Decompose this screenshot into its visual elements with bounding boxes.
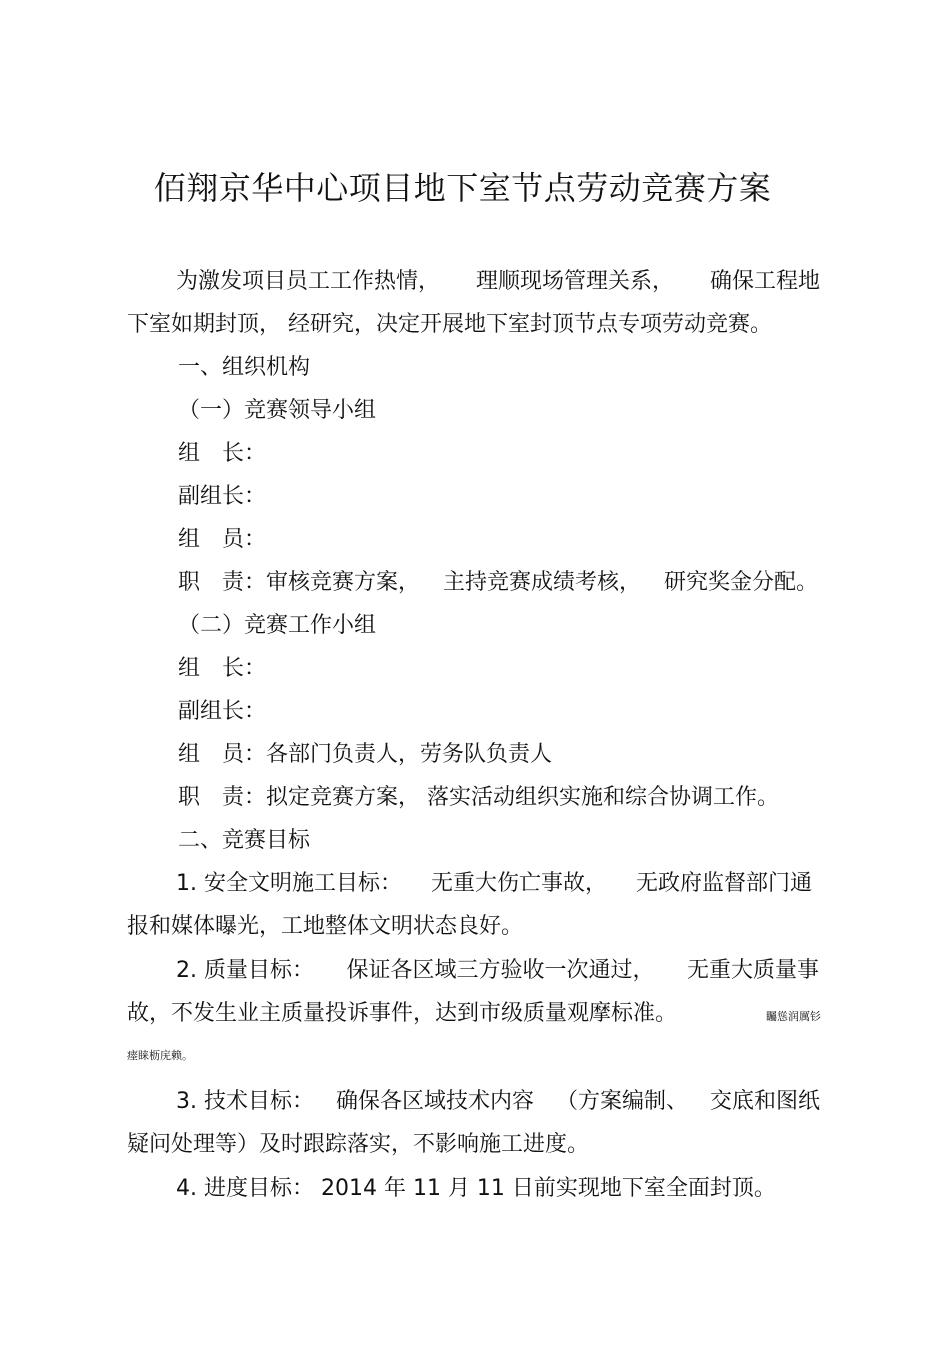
goal-3-part-d: 交底和图纸 [709, 1089, 820, 1114]
intro-part-c: 确保工程地 [709, 269, 820, 294]
leadership-duty-label: 职 责： [178, 570, 267, 595]
work-duty: 职 责：拟定竞赛方案， 落实活动组织实施和综合协调工作。 [178, 785, 779, 810]
leadership-duty [178, 567, 818, 599]
leadership-leader: 组 长： [178, 441, 267, 466]
intro-line-2: 下室如期封顶， 经研究，决定开展地下室封顶节点专项劳动竞赛。 [127, 312, 772, 337]
leadership-deputy: 副组长： [178, 484, 267, 509]
goal-4-line: 4. 进度目标： 2014 年 11 月 11 日前实现地下室全面封顶。 [176, 1176, 776, 1201]
leadership-duty-c: 研究奖金分配。 [663, 570, 818, 595]
section-heading-organization: 一、组织机构 [178, 355, 311, 380]
leadership-members: 组 员： [178, 527, 267, 552]
work-members: 组 员：各部门负责人，劳务队负责人 [178, 742, 553, 767]
section-heading-goals: 二、竞赛目标 [178, 828, 311, 853]
work-group-heading: （二）竞赛工作小组 [178, 613, 377, 638]
goal-1-line-1 [176, 868, 812, 900]
goal-2-line-2: 故，不发生业主质量投诉事件，达到市级质量观摩标准。 [127, 1001, 678, 1026]
work-deputy: 副组长： [178, 699, 267, 724]
document-title: 佰翔京华中心项目地下室节点劳动竞赛方案 [153, 169, 772, 207]
goal-3-part-c: （方案编制、 [555, 1089, 688, 1114]
leadership-duty-b: 主持竞赛成绩考核， [443, 570, 642, 595]
work-leader: 组 长： [178, 656, 267, 681]
goal-1-label: 1. 安全文明施工目标： [176, 871, 402, 896]
intro-line-1 [176, 266, 820, 298]
goal-2-part-b: 保证各区域三方验收一次通过， [346, 958, 655, 983]
goal-1-part-b: 无重大伤亡事故， [430, 871, 607, 896]
goal-3-line-1 [176, 1086, 820, 1118]
leadership-duty-a: 审核竞赛方案， [266, 570, 421, 595]
goal-2-line-1 [176, 955, 819, 987]
leadership-duty-label-a [178, 567, 420, 599]
leadership-group-heading: （一）竞赛领导小组 [178, 398, 377, 423]
goal-3-line-2: 疑问处理等）及时跟踪落实，不影响施工进度。 [127, 1132, 590, 1157]
goal-2-tiny-text-right: 矚慫润厲钐 [766, 1010, 821, 1023]
goal-3-part-b: 确保各区域技术内容 [335, 1089, 534, 1114]
goal-1-line-2: 报和媒体曝光，工地整体文明状态良好。 [127, 914, 524, 939]
intro-part-b: 理顺现场管理关系， [475, 269, 674, 294]
goal-2-label: 2. 质量目标： [176, 958, 314, 983]
goal-2-tiny-text-left: 瘗睐枥庑赖。 [127, 1049, 193, 1062]
goal-2-part-c: 无重大质量事 [686, 958, 819, 983]
goal-3-label: 3. 技术目标： [176, 1089, 314, 1114]
intro-part-a: 为激发项目员工工作热情， [176, 269, 441, 294]
goal-1-part-c: 无政府监督部门通 [635, 871, 812, 896]
